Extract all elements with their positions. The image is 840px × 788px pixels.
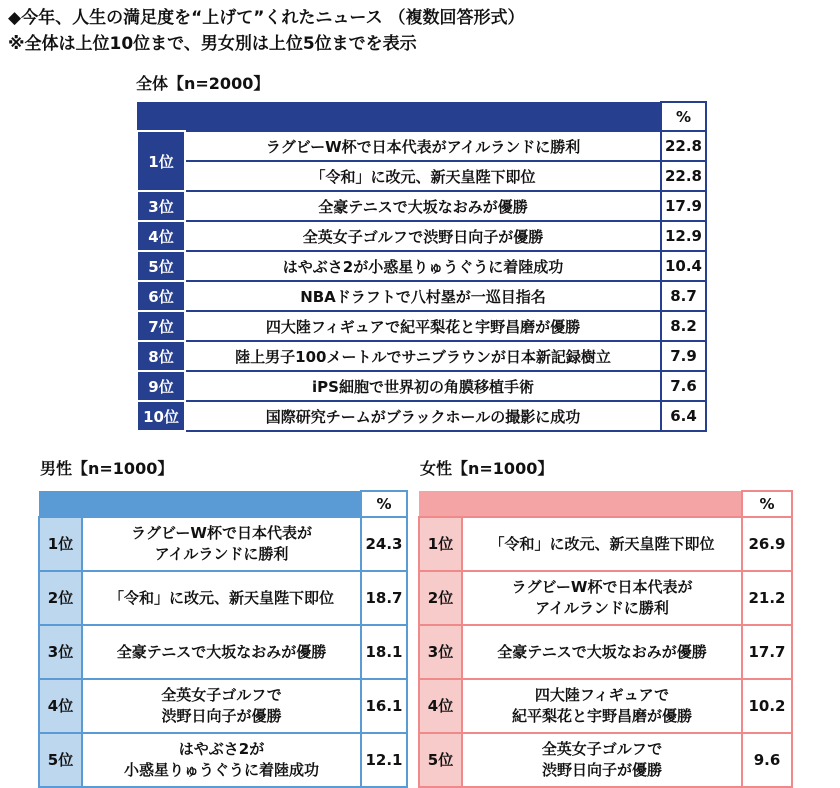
- rank-cell: 6位: [137, 281, 185, 311]
- overall-header-blank: [185, 102, 661, 131]
- male-header-blank: [39, 491, 82, 517]
- value-cell: 18.1: [361, 625, 407, 679]
- table-row: [137, 161, 706, 191]
- table-row: [419, 733, 792, 787]
- rank-cell: 8位: [137, 341, 185, 371]
- page-title: ◆今年、人生の満足度を“上げて”くれたニュース （複数回答形式）: [8, 8, 525, 28]
- overall-header-blank: [137, 102, 185, 131]
- value-cell: 6.4: [661, 401, 706, 431]
- female-header-blank: [462, 491, 742, 517]
- male-header-blank: [82, 491, 361, 517]
- value-cell: 8.2: [661, 311, 706, 341]
- news-cell: iPS細胞で世界初の角膜移植手術: [185, 371, 661, 401]
- rank-cell: 4位: [419, 679, 462, 733]
- news-cell: 国際研究チームがブラックホールの撮影に成功: [185, 401, 661, 431]
- rank-cell: 5位: [419, 733, 462, 787]
- news-cell: 「令和」に改元、新天皇陛下即位: [462, 517, 742, 571]
- rank-cell: 3位: [137, 191, 185, 221]
- value-cell: 24.3: [361, 517, 407, 571]
- page-note: ※全体は上位10位まで、男女別は上位5位までを表示: [8, 34, 417, 54]
- value-cell: 7.6: [661, 371, 706, 401]
- news-cell: 全豪テニスで大坂なおみが優勝: [82, 625, 361, 679]
- overall-label: 全体【n=2000】: [136, 74, 270, 93]
- rank-cell: 3位: [39, 625, 82, 679]
- table-row: [419, 571, 792, 625]
- female-label: 女性【n=1000】: [420, 459, 554, 478]
- value-cell: 17.7: [742, 625, 792, 679]
- rank-cell: 9位: [137, 371, 185, 401]
- table-row: [419, 679, 792, 733]
- value-cell: 12.1: [361, 733, 407, 787]
- table-row: [137, 401, 706, 431]
- value-cell: 10.4: [661, 251, 706, 281]
- female-pct-header: %: [742, 491, 792, 517]
- female-table: [418, 490, 793, 788]
- rank-cell: 1位: [39, 517, 82, 571]
- rank-cell: 1位: [419, 517, 462, 571]
- table-row: [39, 625, 407, 679]
- rank-cell: 7位: [137, 311, 185, 341]
- male-table: [38, 490, 408, 788]
- rank-cell: 5位: [39, 733, 82, 787]
- value-cell: 17.9: [661, 191, 706, 221]
- table-row: [137, 281, 706, 311]
- table-row: [137, 371, 706, 401]
- male-header-row: [39, 491, 407, 517]
- news-cell: 四大陸フィギュアで 紀平梨花と宇野昌磨が優勝: [462, 679, 742, 733]
- news-cell: NBAドラフトで八村塁が一巡目指名: [185, 281, 661, 311]
- value-cell: 21.2: [742, 571, 792, 625]
- table-row: [137, 191, 706, 221]
- value-cell: 12.9: [661, 221, 706, 251]
- rank-cell: 3位: [419, 625, 462, 679]
- male-label: 男性【n=1000】: [40, 459, 174, 478]
- table-row: [39, 679, 407, 733]
- news-cell: ラグビーW杯で日本代表がアイルランドに勝利: [185, 131, 661, 161]
- value-cell: 16.1: [361, 679, 407, 733]
- table-row: [137, 131, 706, 161]
- table-row: [137, 251, 706, 281]
- rank-cell: 10位: [137, 401, 185, 431]
- news-cell: 全英女子ゴルフで渋野日向子が優勝: [185, 221, 661, 251]
- value-cell: 26.9: [742, 517, 792, 571]
- table-row: [39, 571, 407, 625]
- rank-cell: 4位: [39, 679, 82, 733]
- overall-header-row: [137, 102, 706, 131]
- table-row: [39, 517, 407, 571]
- rank-cell: 5位: [137, 251, 185, 281]
- value-cell: 7.9: [661, 341, 706, 371]
- rank-cell: 2位: [419, 571, 462, 625]
- news-cell: 全豪テニスで大坂なおみが優勝: [185, 191, 661, 221]
- value-cell: 8.7: [661, 281, 706, 311]
- news-cell: はやぶさ2が 小惑星りゅうぐうに着陸成功: [82, 733, 361, 787]
- news-cell: 全英女子ゴルフで 渋野日向子が優勝: [82, 679, 361, 733]
- female-header-blank: [419, 491, 462, 517]
- rank-cell: 1位: [137, 131, 185, 191]
- overall-table: [136, 101, 707, 432]
- news-cell: 「令和」に改元、新天皇陛下即位: [82, 571, 361, 625]
- news-cell: 全英女子ゴルフで 渋野日向子が優勝: [462, 733, 742, 787]
- table-row: [137, 221, 706, 251]
- male-pct-header: %: [361, 491, 407, 517]
- news-cell: 陸上男子100メートルでサニブラウンが日本新記録樹立: [185, 341, 661, 371]
- value-cell: 22.8: [661, 161, 706, 191]
- overall-pct-header: %: [661, 102, 706, 131]
- value-cell: 18.7: [361, 571, 407, 625]
- table-row: [137, 311, 706, 341]
- female-header-row: [419, 491, 792, 517]
- value-cell: 22.8: [661, 131, 706, 161]
- news-cell: 「令和」に改元、新天皇陛下即位: [185, 161, 661, 191]
- rank-cell: 2位: [39, 571, 82, 625]
- value-cell: 9.6: [742, 733, 792, 787]
- news-cell: ラグビーW杯で日本代表が アイルランドに勝利: [82, 517, 361, 571]
- news-cell: 四大陸フィギュアで紀平梨花と宇野昌磨が優勝: [185, 311, 661, 341]
- news-cell: ラグビーW杯で日本代表が アイルランドに勝利: [462, 571, 742, 625]
- rank-cell: 4位: [137, 221, 185, 251]
- news-cell: はやぶさ2が小惑星りゅうぐうに着陸成功: [185, 251, 661, 281]
- value-cell: 10.2: [742, 679, 792, 733]
- table-row: [137, 341, 706, 371]
- table-row: [419, 517, 792, 571]
- table-row: [419, 625, 792, 679]
- table-row: [39, 733, 407, 787]
- news-cell: 全豪テニスで大坂なおみが優勝: [462, 625, 742, 679]
